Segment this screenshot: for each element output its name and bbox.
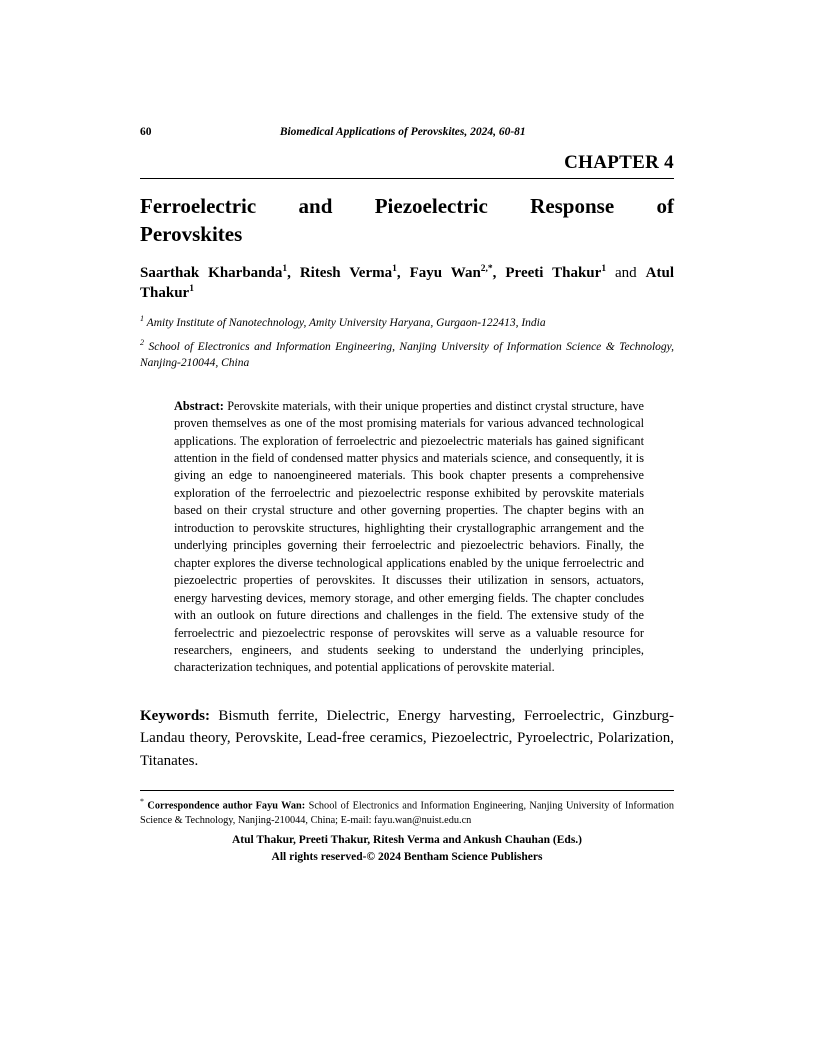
editors-line: Atul Thakur, Preeti Thakur, Ritesh Verma and Ankush Chauhan (Eds.) (231, 834, 583, 846)
header-rule (140, 178, 674, 179)
footnote-text: School of Electronics and Information Engineering, Nanjing University of Information Science & Technology, Nanjing-210044, China; E-mail: fayu.wan@nuist.edu.cn (140, 800, 675, 826)
keywords-label: Keywords: (140, 707, 210, 724)
author-name: Ritesh Verma (299, 264, 393, 281)
author-affiliation-marker: 1 (189, 283, 194, 294)
affiliation-text: School of Electronics and Information Engineering, Nanjing University of Information Science & Technology, Nanjing-210044, China (140, 340, 675, 369)
author-conjunction: and (606, 264, 646, 281)
keywords-section (140, 705, 674, 773)
author-affiliation-marker: 2,* (480, 263, 493, 274)
footnote-marker: * (140, 797, 144, 806)
running-head (140, 126, 674, 138)
title-line-1: Ferroelectric and Piezoelectric Response of (140, 194, 674, 219)
title-line-2: Perovskites (140, 221, 243, 246)
page-content (140, 126, 674, 772)
abstract-label: Abstract: (174, 398, 224, 413)
author-name: Fayu Wan (409, 264, 481, 281)
affiliation-marker: 2 (140, 337, 144, 347)
author-affiliation-marker: 1 (392, 263, 397, 274)
affiliation (140, 337, 674, 372)
abstract-text: Perovskite materials, with their unique properties and distinct crystal structure, have proven themselves as one of the most promising materials for various advanced technological applications. The exploration of ferroelectric and piezoelectric materials has gained significant attention in the field of condensed matter physics and materials science, and consequently, it is giving an edge to nanoengineered materials. This book chapter presents a comprehensive exploration of the ferroelectric and piezoelectric response exhibited by perovskite materials based on their crystal structure and other governing properties. The chapter begins with an introduction to perovskite structures, highlighting their crystallographic arrangement and the underlying principles governing their ferroelectric and piezoelectric behaviors. Finally, the chapter explores the diverse technological applications enabled by the unique ferroelectric and piezoelectric properties of perovskites. It discusses their utilization in sensors, actuators, energy harvesting devices, memory storage, and other emerging fields. The chapter concludes with an outlook on future directions and challenges in the field. The extensive study of the ferroelectric and piezoelectric response of perovskites will serve as a valuable resource for researchers, engineers, and students seeking to understand the underlying principles, characterization techniques, and potential applications of perovskite material. (174, 398, 644, 675)
footnote-lead: Correspondence author Fayu Wan: (144, 800, 306, 812)
chapter-label: CHAPTER 4 (564, 152, 674, 173)
author-list (140, 263, 674, 304)
affiliation-marker: 1 (140, 314, 144, 323)
author-name: Preeti Thakur (505, 264, 602, 281)
author-name: Saarthak Kharbanda (140, 264, 283, 281)
keywords-text: Bismuth ferrite, Dielectric, Energy harvesting, Ferroelectric, Ginzburg-Landau theory, Perovskite, Lead-free ceramics, Piezoelectric, Pyroelectric, Polarization, Titanates. (140, 707, 674, 769)
author-affiliation-marker: 1 (601, 263, 607, 274)
footnote-area (140, 790, 674, 828)
author-affiliation-marker: 1 (282, 263, 288, 274)
abstract-section (174, 398, 644, 677)
copyright-line: All rights reserved-© 2024 Bentham Science Publishers (271, 850, 543, 863)
page-number: 60 (140, 126, 152, 138)
footnote-rule (140, 790, 674, 791)
affiliation (140, 313, 674, 332)
page-footer (140, 832, 674, 865)
affiliation-text: Amity Institute of Nanotechnology, Amity University Haryana, Gurgaon-122413, India (146, 316, 546, 329)
author-name: Atul Thakur (140, 264, 674, 301)
author-separator: , (492, 264, 506, 281)
author-separator: , (287, 264, 300, 281)
journal-citation: Biomedical Applications of Perovskites, 2024, 60-81 (279, 126, 526, 138)
author-separator: , (396, 264, 410, 281)
correspondence-footnote (140, 796, 674, 828)
page-title (140, 193, 674, 248)
